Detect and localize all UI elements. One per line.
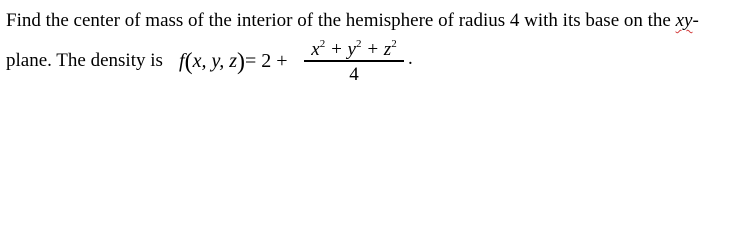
fraction [300,38,408,88]
function-name: f [179,50,185,72]
problem-line-1 [6,10,699,32]
problem-text-2: plane. The density is [6,50,163,71]
fraction-bar [304,60,404,62]
function-args: x, y, z [192,50,237,72]
problem-statement [6,0,730,95]
spellcheck-flagged-word: xy [675,10,693,31]
hyphen: - [692,10,699,31]
fraction-numerator: $x^2 + y^2 + z^2$ [311,38,397,60]
equals-constant: = 2 + [245,50,288,72]
density-function: f(x, y, z)= 2 + [179,49,288,75]
fraction-denominator: 4 [349,64,359,85]
problem-text-1: Find the center of mass of the interior of the hemisphere of radius 4 with its base on the [6,10,676,31]
period: . [408,48,413,69]
